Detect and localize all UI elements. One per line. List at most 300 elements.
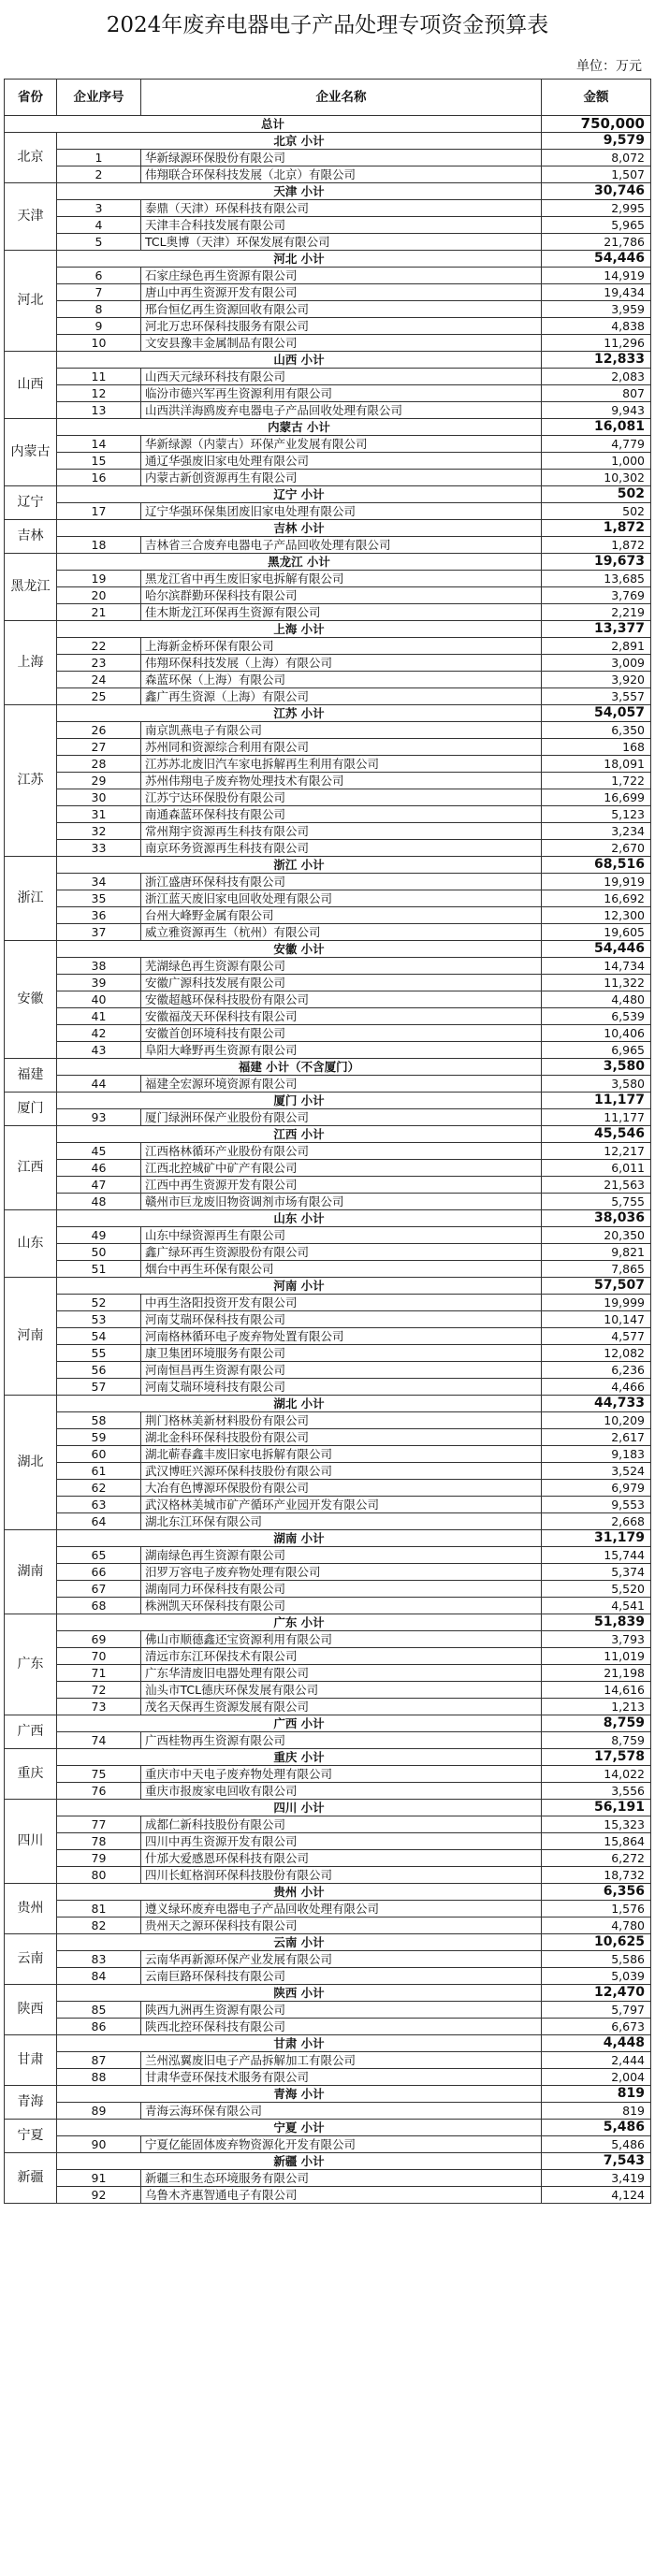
company-name-cell: 厦门绿洲环保产业股份有限公司 xyxy=(141,1109,542,1126)
seq-cell: 44 xyxy=(57,1076,141,1093)
table-row xyxy=(5,1648,651,1665)
subtotal-row xyxy=(5,419,651,436)
subtotal-label: 福建 小计（不含厦门） xyxy=(57,1059,542,1076)
table-row xyxy=(5,2170,651,2187)
amount-cell: 6,673 xyxy=(542,2019,651,2035)
table-row xyxy=(5,806,651,823)
province-cell: 云南 xyxy=(5,1934,57,1985)
subtotal-label: 山东 小计 xyxy=(57,1210,542,1227)
table-row xyxy=(5,1513,651,1530)
subtotal-label: 天津 小计 xyxy=(57,183,542,200)
subtotal-amount: 12,833 xyxy=(542,352,651,369)
company-name-cell: 常州翔宇资源再生科技有限公司 xyxy=(141,823,542,840)
amount-cell: 3,769 xyxy=(542,587,651,604)
company-name-cell: 威立雅资源再生（杭州）有限公司 xyxy=(141,924,542,941)
seq-cell: 36 xyxy=(57,907,141,924)
table-row xyxy=(5,1833,651,1850)
subtotal-amount: 68,516 xyxy=(542,857,651,874)
seq-cell: 34 xyxy=(57,874,141,890)
subtotal-row xyxy=(5,1800,651,1816)
amount-cell: 1,722 xyxy=(542,773,651,789)
company-name-cell: 安徽超越环保科技股份有限公司 xyxy=(141,991,542,1008)
subtotal-label: 黑龙江 小计 xyxy=(57,554,542,571)
table-row xyxy=(5,638,651,655)
company-name-cell: 武汉格林美城市矿产循环产业园开发有限公司 xyxy=(141,1497,542,1513)
table-row xyxy=(5,874,651,890)
company-name-cell: 广西桂物再生资源有限公司 xyxy=(141,1732,542,1749)
table-row xyxy=(5,1261,651,1278)
subtotal-row xyxy=(5,1278,651,1295)
subtotal-label: 河南 小计 xyxy=(57,1278,542,1295)
subtotal-row xyxy=(5,1059,651,1076)
company-name-cell: 新疆三和生态环境服务有限公司 xyxy=(141,2170,542,2187)
seq-cell: 18 xyxy=(57,537,141,554)
company-name-cell: 甘肃华壹环保技术服务有限公司 xyxy=(141,2069,542,2086)
subtotal-row xyxy=(5,1884,651,1901)
table-row xyxy=(5,1699,651,1715)
seq-cell: 4 xyxy=(57,217,141,234)
grand-total-row xyxy=(5,116,651,133)
company-name-cell: 安徽广源科技发展有限公司 xyxy=(141,975,542,991)
province-cell: 辽宁 xyxy=(5,486,57,520)
amount-cell: 12,082 xyxy=(542,1345,651,1362)
subtotal-amount: 45,546 xyxy=(542,1126,651,1143)
amount-cell: 4,779 xyxy=(542,436,651,453)
company-name-cell: 烟台中再生环保有限公司 xyxy=(141,1261,542,1278)
unit-label: 单位：万元 xyxy=(576,59,642,74)
seq-cell: 35 xyxy=(57,890,141,907)
subtotal-row xyxy=(5,1396,651,1412)
table-row xyxy=(5,571,651,587)
amount-cell: 10,302 xyxy=(542,470,651,486)
amount-cell: 18,732 xyxy=(542,1867,651,1884)
company-name-cell: 安徽福茂天环保科技有限公司 xyxy=(141,1008,542,1025)
province-cell: 山西 xyxy=(5,352,57,419)
company-name-cell: 江苏宁达环保股份有限公司 xyxy=(141,789,542,806)
table-row xyxy=(5,1867,651,1884)
company-name-cell: 大冶有色博源环保股份有限公司 xyxy=(141,1480,542,1497)
company-name-cell: 贵州天之源环保科技有限公司 xyxy=(141,1918,542,1934)
company-name-cell: 通辽华强废旧家电处理有限公司 xyxy=(141,453,542,470)
subtotal-amount: 54,446 xyxy=(542,251,651,268)
table-row xyxy=(5,1598,651,1614)
amount-cell: 12,300 xyxy=(542,907,651,924)
amount-cell: 3,580 xyxy=(542,1076,651,1093)
seq-cell: 9 xyxy=(57,318,141,335)
amount-cell: 18,091 xyxy=(542,756,651,773)
amount-cell: 3,009 xyxy=(542,655,651,672)
table-row xyxy=(5,335,651,352)
seq-cell: 19 xyxy=(57,571,141,587)
table-row xyxy=(5,268,651,284)
company-name-cell: 湖北金科环保科技股份有限公司 xyxy=(141,1429,542,1446)
table-row xyxy=(5,722,651,739)
seq-cell: 21 xyxy=(57,604,141,621)
table-row xyxy=(5,217,651,234)
company-name-cell: 天津丰合科技发展有限公司 xyxy=(141,217,542,234)
subtotal-row xyxy=(5,251,651,268)
subtotal-row xyxy=(5,2120,651,2136)
seq-cell: 85 xyxy=(57,2002,141,2019)
company-name-cell: 云南华再新源环保产业发展有限公司 xyxy=(141,1951,542,1968)
subtotal-label: 云南 小计 xyxy=(57,1934,542,1951)
company-name-cell: 河南艾瑞环保科技有限公司 xyxy=(141,1311,542,1328)
company-name-cell: 山西天元绿环科技有限公司 xyxy=(141,369,542,385)
seq-cell: 76 xyxy=(57,1783,141,1800)
table-row xyxy=(5,1244,651,1261)
seq-cell: 22 xyxy=(57,638,141,655)
company-name-cell: 台州大峰野金属有限公司 xyxy=(141,907,542,924)
subtotal-label: 北京 小计 xyxy=(57,133,542,150)
subtotal-label: 贵州 小计 xyxy=(57,1884,542,1901)
subtotal-label: 上海 小计 xyxy=(57,621,542,638)
table-row xyxy=(5,1345,651,1362)
table-row xyxy=(5,1816,651,1833)
seq-cell: 13 xyxy=(57,402,141,419)
subtotal-row xyxy=(5,352,651,369)
table-row xyxy=(5,436,651,453)
amount-cell: 21,786 xyxy=(542,234,651,251)
table-row xyxy=(5,1379,651,1396)
amount-cell: 6,350 xyxy=(542,722,651,739)
province-cell: 广西 xyxy=(5,1715,57,1749)
table-row xyxy=(5,1581,651,1598)
seq-cell: 92 xyxy=(57,2187,141,2204)
seq-cell: 40 xyxy=(57,991,141,1008)
table-body xyxy=(5,116,651,2204)
amount-cell: 819 xyxy=(542,2103,651,2120)
company-name-cell: 四川中再生资源开发有限公司 xyxy=(141,1833,542,1850)
table-row xyxy=(5,2002,651,2019)
subtotal-amount: 13,377 xyxy=(542,621,651,638)
table-row xyxy=(5,1008,651,1025)
seq-cell: 55 xyxy=(57,1345,141,1362)
subtotal-row xyxy=(5,857,651,874)
province-cell: 湖南 xyxy=(5,1530,57,1614)
seq-cell: 41 xyxy=(57,1008,141,1025)
company-name-cell: 华新绿源环保股份有限公司 xyxy=(141,150,542,166)
table-row xyxy=(5,587,651,604)
company-name-cell: 鑫广绿环再生资源股份有限公司 xyxy=(141,1244,542,1261)
subtotal-row xyxy=(5,2086,651,2103)
table-row xyxy=(5,1362,651,1379)
company-name-cell: TCL奥博（天津）环保发展有限公司 xyxy=(141,234,542,251)
seq-cell: 86 xyxy=(57,2019,141,2035)
province-cell: 安徽 xyxy=(5,941,57,1059)
amount-cell: 4,466 xyxy=(542,1379,651,1396)
amount-cell: 14,919 xyxy=(542,268,651,284)
company-name-cell: 成都仁新科技股份有限公司 xyxy=(141,1816,542,1833)
header-company: 企业名称 xyxy=(141,80,542,116)
company-name-cell: 河南格林循环电子废弃物处置有限公司 xyxy=(141,1328,542,1345)
seq-cell: 65 xyxy=(57,1547,141,1564)
table-row xyxy=(5,284,651,301)
amount-cell: 2,668 xyxy=(542,1513,651,1530)
seq-cell: 58 xyxy=(57,1412,141,1429)
company-name-cell: 茂名天保再生资源发展有限公司 xyxy=(141,1699,542,1715)
amount-cell: 1,576 xyxy=(542,1901,651,1918)
subtotal-amount: 16,081 xyxy=(542,419,651,436)
subtotal-row xyxy=(5,1093,651,1109)
amount-cell: 21,198 xyxy=(542,1665,651,1682)
subtotal-row xyxy=(5,486,651,503)
table-row xyxy=(5,537,651,554)
amount-cell: 2,995 xyxy=(542,200,651,217)
table-row xyxy=(5,1025,651,1042)
subtotal-label: 湖南 小计 xyxy=(57,1530,542,1547)
seq-cell: 72 xyxy=(57,1682,141,1699)
table-row xyxy=(5,789,651,806)
amount-cell: 5,039 xyxy=(542,1968,651,1985)
table-row xyxy=(5,1850,651,1867)
company-name-cell: 赣州市巨龙废旧物资调剂市场有限公司 xyxy=(141,1194,542,1210)
table-row xyxy=(5,1311,651,1328)
seq-cell: 38 xyxy=(57,958,141,975)
subtotal-row xyxy=(5,1126,651,1143)
table-row xyxy=(5,991,651,1008)
subtotal-amount: 30,746 xyxy=(542,183,651,200)
table-row xyxy=(5,1547,651,1564)
company-name-cell: 遵义绿环废弃电器电子产品回收处理有限公司 xyxy=(141,1901,542,1918)
table-row xyxy=(5,604,651,621)
seq-cell: 59 xyxy=(57,1429,141,1446)
amount-cell: 2,444 xyxy=(542,2052,651,2069)
company-name-cell: 华新绿源（内蒙古）环保产业发展有限公司 xyxy=(141,436,542,453)
table-row xyxy=(5,150,651,166)
table-row xyxy=(5,2136,651,2153)
company-name-cell: 石家庄绿色再生资源有限公司 xyxy=(141,268,542,284)
subtotal-amount: 7,543 xyxy=(542,2153,651,2170)
table-row xyxy=(5,1446,651,1463)
company-name-cell: 青海云海环保有限公司 xyxy=(141,2103,542,2120)
seq-cell: 67 xyxy=(57,1581,141,1598)
subtotal-amount: 51,839 xyxy=(542,1614,651,1631)
company-name-cell: 重庆市报废家电回收有限公司 xyxy=(141,1783,542,1800)
amount-cell: 20,350 xyxy=(542,1227,651,1244)
seq-cell: 42 xyxy=(57,1025,141,1042)
table-row xyxy=(5,1732,651,1749)
seq-cell: 16 xyxy=(57,470,141,486)
seq-cell: 70 xyxy=(57,1648,141,1665)
seq-cell: 46 xyxy=(57,1160,141,1177)
company-name-cell: 江西格林循环产业股份有限公司 xyxy=(141,1143,542,1160)
company-name-cell: 内蒙古新创资源再生有限公司 xyxy=(141,470,542,486)
company-name-cell: 伟翔环保科技发展（上海）有限公司 xyxy=(141,655,542,672)
amount-cell: 3,419 xyxy=(542,2170,651,2187)
amount-cell: 4,541 xyxy=(542,1598,651,1614)
seq-cell: 47 xyxy=(57,1177,141,1194)
seq-cell: 26 xyxy=(57,722,141,739)
seq-cell: 45 xyxy=(57,1143,141,1160)
table-row xyxy=(5,1109,651,1126)
subtotal-amount: 54,446 xyxy=(542,941,651,958)
subtotal-amount: 10,625 xyxy=(542,1934,651,1951)
amount-cell: 3,793 xyxy=(542,1631,651,1648)
table-row xyxy=(5,1968,651,1985)
subtotal-amount: 19,673 xyxy=(542,554,651,571)
seq-cell: 3 xyxy=(57,200,141,217)
company-name-cell: 江西北控城矿中矿产有限公司 xyxy=(141,1160,542,1177)
amount-cell: 8,072 xyxy=(542,150,651,166)
amount-cell: 9,183 xyxy=(542,1446,651,1463)
province-cell: 江西 xyxy=(5,1126,57,1210)
subtotal-amount: 56,191 xyxy=(542,1800,651,1816)
subtotal-label: 广东 小计 xyxy=(57,1614,542,1631)
header-seq: 企业序号 xyxy=(57,80,141,116)
seq-cell: 20 xyxy=(57,587,141,604)
subtotal-amount: 57,507 xyxy=(542,1278,651,1295)
amount-cell: 5,486 xyxy=(542,2136,651,2153)
table-row xyxy=(5,2103,651,2120)
seq-cell: 25 xyxy=(57,688,141,705)
table-row xyxy=(5,503,651,520)
subtotal-amount: 31,179 xyxy=(542,1530,651,1547)
company-name-cell: 陕西北控环保科技有限公司 xyxy=(141,2019,542,2035)
amount-cell: 2,670 xyxy=(542,840,651,857)
subtotal-amount: 6,356 xyxy=(542,1884,651,1901)
seq-cell: 11 xyxy=(57,369,141,385)
company-name-cell: 康卫集团环境服务有限公司 xyxy=(141,1345,542,1362)
subtotal-label: 广西 小计 xyxy=(57,1715,542,1732)
subtotal-row xyxy=(5,1530,651,1547)
seq-cell: 84 xyxy=(57,1968,141,1985)
amount-cell: 10,209 xyxy=(542,1412,651,1429)
company-name-cell: 陕西九洲再生资源有限公司 xyxy=(141,2002,542,2019)
seq-cell: 57 xyxy=(57,1379,141,1396)
subtotal-label: 陕西 小计 xyxy=(57,1985,542,2002)
table-row xyxy=(5,2069,651,2086)
amount-cell: 5,374 xyxy=(542,1564,651,1581)
amount-cell: 21,563 xyxy=(542,1177,651,1194)
amount-cell: 15,744 xyxy=(542,1547,651,1564)
company-name-cell: 佳木斯龙江环保再生资源有限公司 xyxy=(141,604,542,621)
amount-cell: 2,219 xyxy=(542,604,651,621)
province-cell: 北京 xyxy=(5,133,57,183)
subtotal-amount: 38,036 xyxy=(542,1210,651,1227)
amount-cell: 5,520 xyxy=(542,1581,651,1598)
seq-cell: 27 xyxy=(57,739,141,756)
seq-cell: 75 xyxy=(57,1766,141,1783)
amount-cell: 9,821 xyxy=(542,1244,651,1261)
company-name-cell: 安徽首创环境科技有限公司 xyxy=(141,1025,542,1042)
table-row xyxy=(5,1783,651,1800)
amount-cell: 4,124 xyxy=(542,2187,651,2204)
seq-cell: 56 xyxy=(57,1362,141,1379)
amount-cell: 4,577 xyxy=(542,1328,651,1345)
province-cell: 甘肃 xyxy=(5,2035,57,2086)
amount-cell: 168 xyxy=(542,739,651,756)
subtotal-amount: 8,759 xyxy=(542,1715,651,1732)
table-row xyxy=(5,924,651,941)
amount-cell: 6,236 xyxy=(542,1362,651,1379)
table-row xyxy=(5,756,651,773)
subtotal-amount: 1,872 xyxy=(542,520,651,537)
subtotal-row xyxy=(5,520,651,537)
seq-cell: 90 xyxy=(57,2136,141,2153)
company-name-cell: 辽宁华强环保集团废旧家电处理有限公司 xyxy=(141,503,542,520)
subtotal-row xyxy=(5,705,651,722)
amount-cell: 6,011 xyxy=(542,1160,651,1177)
table-row xyxy=(5,1429,651,1446)
company-name-cell: 临汾市德兴军再生资源利用有限公司 xyxy=(141,385,542,402)
amount-cell: 16,699 xyxy=(542,789,651,806)
company-name-cell: 株洲凯天环保科技有限公司 xyxy=(141,1598,542,1614)
company-name-cell: 湖北东江环保有限公司 xyxy=(141,1513,542,1530)
header-row xyxy=(5,80,651,116)
subtotal-amount: 9,579 xyxy=(542,133,651,150)
province-cell: 青海 xyxy=(5,2086,57,2120)
subtotal-label: 重庆 小计 xyxy=(57,1749,542,1766)
subtotal-label: 四川 小计 xyxy=(57,1800,542,1816)
company-name-cell: 福建全宏源环境资源有限公司 xyxy=(141,1076,542,1093)
seq-cell: 29 xyxy=(57,773,141,789)
seq-cell: 68 xyxy=(57,1598,141,1614)
subtotal-row xyxy=(5,2035,651,2052)
subtotal-amount: 3,580 xyxy=(542,1059,651,1076)
table-row xyxy=(5,369,651,385)
seq-cell: 43 xyxy=(57,1042,141,1059)
table-row xyxy=(5,840,651,857)
company-name-cell: 河南恒昌再生资源有限公司 xyxy=(141,1362,542,1379)
table-row xyxy=(5,739,651,756)
table-row xyxy=(5,1160,651,1177)
subtotal-row xyxy=(5,1210,651,1227)
amount-cell: 19,999 xyxy=(542,1295,651,1311)
subtotal-label: 甘肃 小计 xyxy=(57,2035,542,2052)
company-name-cell: 哈尔滨群勤环保科技有限公司 xyxy=(141,587,542,604)
amount-cell: 2,617 xyxy=(542,1429,651,1446)
province-cell: 新疆 xyxy=(5,2153,57,2204)
amount-cell: 19,605 xyxy=(542,924,651,941)
amount-cell: 5,965 xyxy=(542,217,651,234)
table-row xyxy=(5,1766,651,1783)
subtotal-amount: 819 xyxy=(542,2086,651,2103)
seq-cell: 37 xyxy=(57,924,141,941)
province-cell: 山东 xyxy=(5,1210,57,1278)
seq-cell: 64 xyxy=(57,1513,141,1530)
company-name-cell: 南通森蓝环保科技有限公司 xyxy=(141,806,542,823)
seq-cell: 71 xyxy=(57,1665,141,1682)
company-name-cell: 中再生洛阳投资开发有限公司 xyxy=(141,1295,542,1311)
amount-cell: 10,406 xyxy=(542,1025,651,1042)
company-name-cell: 阜阳大峰野再生资源有限公司 xyxy=(141,1042,542,1059)
province-cell: 江苏 xyxy=(5,705,57,857)
seq-cell: 6 xyxy=(57,268,141,284)
seq-cell: 8 xyxy=(57,301,141,318)
subtotal-row xyxy=(5,941,651,958)
company-name-cell: 广东华清废旧电器处理有限公司 xyxy=(141,1665,542,1682)
seq-cell: 10 xyxy=(57,335,141,352)
amount-cell: 9,943 xyxy=(542,402,651,419)
company-name-cell: 南京环务资源再生科技有限公司 xyxy=(141,840,542,857)
table-row xyxy=(5,1076,651,1093)
table-row xyxy=(5,1143,651,1160)
subtotal-label: 安徽 小计 xyxy=(57,941,542,958)
table-row xyxy=(5,655,651,672)
seq-cell: 49 xyxy=(57,1227,141,1244)
province-cell: 吉林 xyxy=(5,520,57,554)
seq-cell: 66 xyxy=(57,1564,141,1581)
grand-total-amount: 750,000 xyxy=(542,116,651,133)
province-cell: 河北 xyxy=(5,251,57,352)
seq-cell: 30 xyxy=(57,789,141,806)
company-name-cell: 山东中绿资源再生有限公司 xyxy=(141,1227,542,1244)
company-name-cell: 河北万忠环保科技服务有限公司 xyxy=(141,318,542,335)
seq-cell: 24 xyxy=(57,672,141,688)
table-row xyxy=(5,688,651,705)
company-name-cell: 苏州伟翔电子废弃物处理技术有限公司 xyxy=(141,773,542,789)
table-row xyxy=(5,234,651,251)
